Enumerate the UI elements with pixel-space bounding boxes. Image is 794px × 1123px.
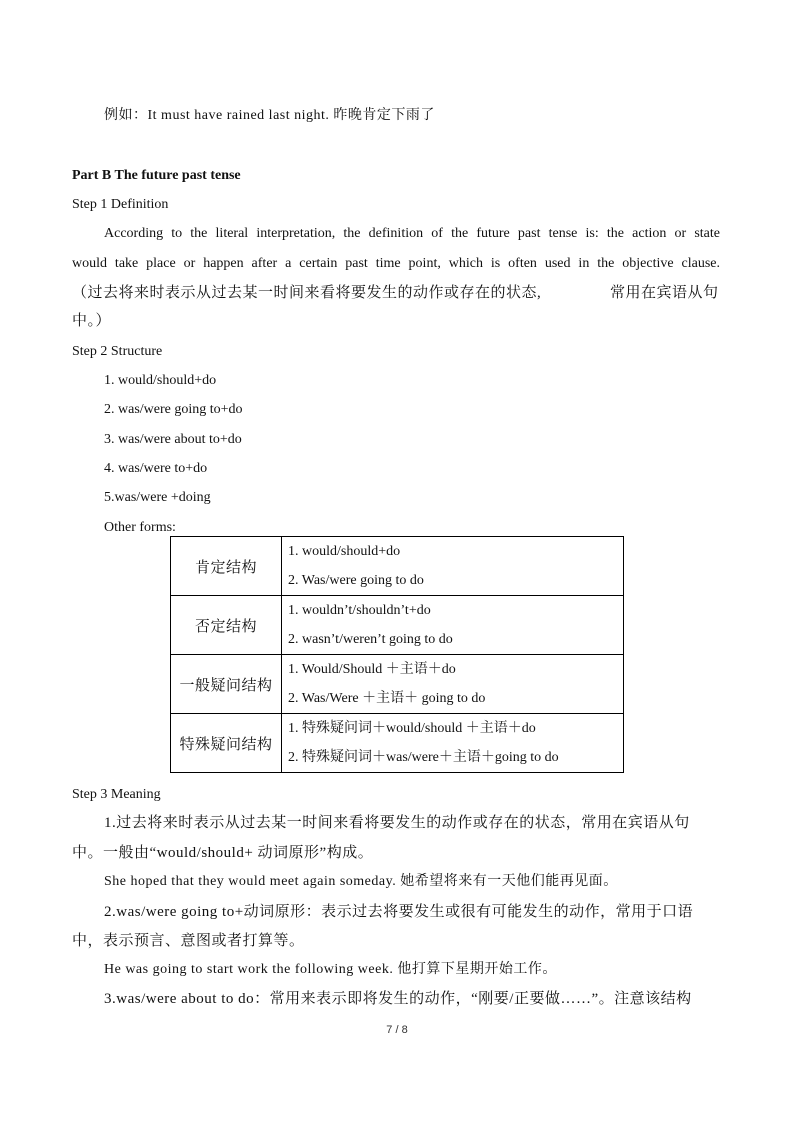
form-line: 2. 特殊疑问词＋was/were＋主语＋going to do — [288, 750, 559, 765]
structure-item-5: 5.was/were +doing — [104, 490, 211, 505]
form-line: 1. wouldn’t/shouldn’t+do — [288, 603, 431, 618]
table-row — [171, 596, 624, 655]
step3-title: Step 3 Meaning — [72, 787, 161, 802]
table-row — [171, 537, 624, 596]
table-row — [171, 714, 624, 773]
form-label: 肯定结构 — [171, 537, 282, 596]
form-line: 1. would/should+do — [288, 544, 401, 559]
form-line: 2. Was/Were ＋主语＋ going to do — [288, 691, 486, 706]
form-line: 2. Was/were going to do — [288, 573, 424, 588]
form-label: 特殊疑问结构 — [171, 714, 282, 773]
step1-title: Step 1 Definition — [72, 197, 169, 212]
part-title: Part B The future past tense — [72, 168, 241, 183]
form-body — [282, 714, 624, 773]
form-body — [282, 537, 624, 596]
step1-para-cn-1: （过去将来时表示从过去某一时间来看将要发生的动作或存在的状态, — [72, 285, 542, 301]
forms-table — [170, 536, 624, 773]
step3-p2-line2: 中，表示预言、意图或者打算等。 — [72, 933, 305, 949]
form-line: 2. wasn’t/weren’t going to do — [288, 632, 453, 647]
step2-title: Step 2 Structure — [72, 344, 163, 359]
step3-p3-line1: 3.was/were about to do：常用来表示即将发生的动作，“刚要/正要做……”。注意该结构 — [104, 991, 692, 1007]
step1-para-cn-2: 中。） — [72, 313, 112, 329]
structure-item-3: 3. was/were about to+do — [104, 432, 242, 447]
step1-para-line2: would take place or happen after a certain past time point, which is often used in the objective clause. — [72, 256, 720, 271]
page-number: 7 / 8 — [386, 1024, 408, 1036]
structure-item-1: 1. would/should+do — [104, 373, 217, 388]
step3-p1-line2: 中。一般由“would/should+ 动词原形”构成。 — [72, 845, 374, 861]
step3-p1-line1: 1.过去将来时表示从过去某一时间来看将要发生的动作或存在的状态，常用在宾语从句 — [104, 815, 690, 831]
step3-p2-line1: 2.was/were going to+动词原形：表示过去将要发生或很有可能发生的动作，常用于口语 — [104, 904, 694, 920]
form-line: 1. 特殊疑问词＋would/should ＋主语＋do — [288, 721, 536, 736]
other-forms-label: Other forms: — [104, 520, 176, 535]
form-body — [282, 655, 624, 714]
table-row — [171, 655, 624, 714]
structure-item-2: 2. was/were going to+do — [104, 402, 243, 417]
example-sentence: 例如：It must have rained last night. 昨晚肯定下雨了 — [104, 108, 435, 123]
step1-para-line1: According to the literal interpretation, the definition of the future past tense is: the action or state — [104, 226, 720, 241]
form-line: 1. Would/Should ＋主语＋do — [288, 662, 456, 677]
step1-para-cn-1b: 常用在宾语从句 — [610, 285, 719, 301]
step3-example-2: He was going to start work the following week. 他打算下星期开始工作。 — [104, 962, 557, 977]
form-label: 一般疑问结构 — [171, 655, 282, 714]
form-label: 否定结构 — [171, 596, 282, 655]
structure-item-4: 4. was/were to+do — [104, 461, 208, 476]
step3-example-1: She hoped that they would meet again someday. 她希望将来有一天他们能再见面。 — [104, 874, 618, 889]
form-body — [282, 596, 624, 655]
